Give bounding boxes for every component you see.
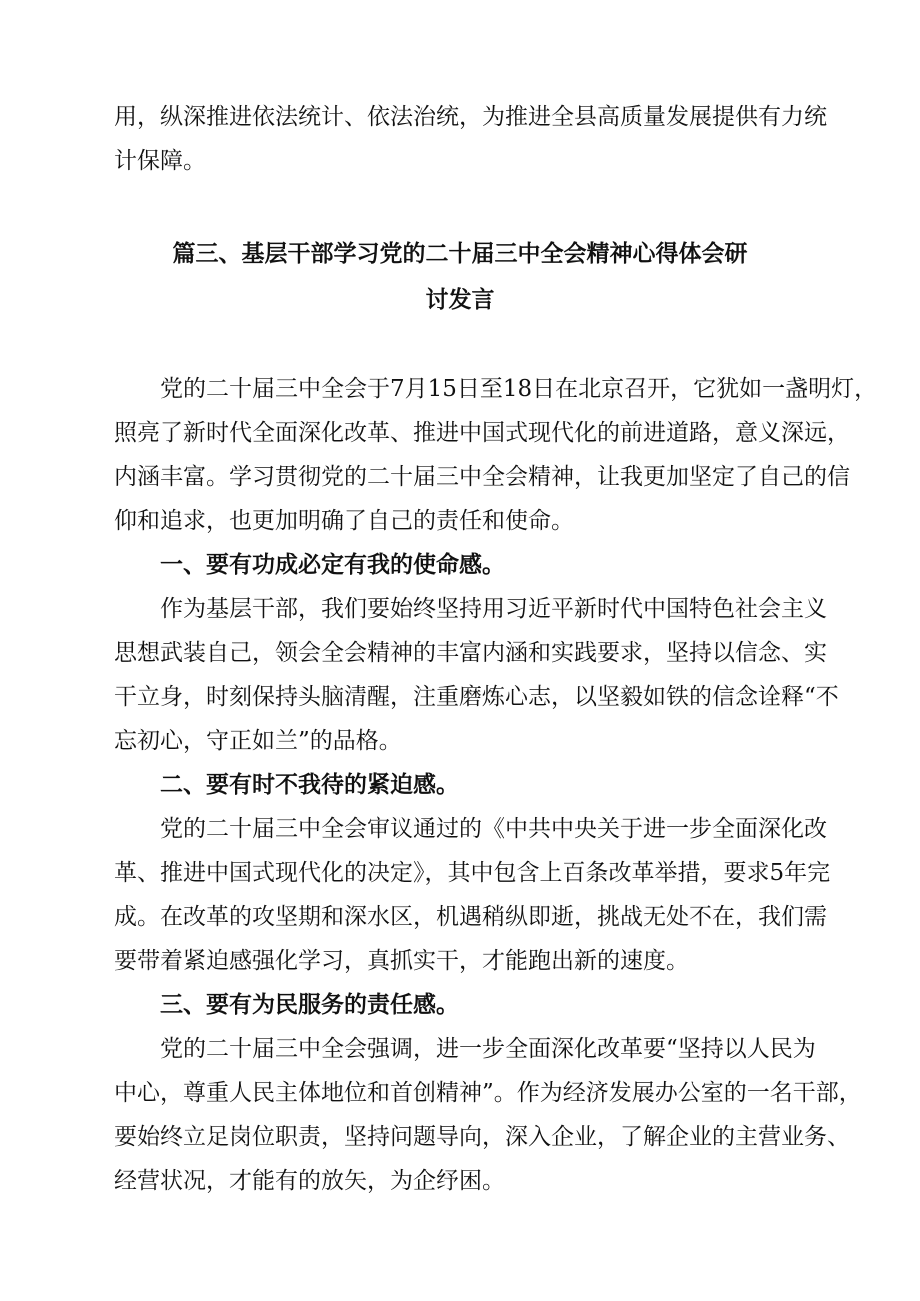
section-title: 讨发言 [425, 286, 495, 313]
paragraph-line: 要始终立足岗位职责，坚持问题导向，深入企业，了解企业的主营业务、 [114, 1124, 850, 1150]
paragraph-line: 用，纵深推进依法统计、依法治统，为推进全县高质量发展提供有力统 [114, 104, 827, 130]
paragraph-line: 要带着紧迫感强化学习，真抓实干，才能跑出新的速度。 [114, 948, 689, 974]
paragraph-line: 思想武装自己，领会全会精神的丰富内涵和实践要求，坚持以信念、实 [114, 640, 827, 666]
paragraph-line: 党的二十届三中全会于7月15日至18日在北京召开，它犹如一盏明灯， [160, 376, 878, 402]
section-title: 篇三、基层干部学习党的二十届三中全会精神心得体会研 [172, 240, 748, 267]
paragraph-line: 经营状况，才能有的放矢，为企纾困。 [114, 1168, 505, 1194]
paragraph-line: 中心，尊重人民主体地位和首创精神”。作为经济发展办公室的一名干部， [114, 1080, 862, 1106]
paragraph-line: 照亮了新时代全面深化改革、推进中国式现代化的前进道路，意义深远， [114, 420, 850, 446]
subheading: 一、要有功成必定有我的使命感。 [160, 551, 505, 578]
paragraph-line: 革、推进中国式现代化的决定》，其中包含上百条改革举措，要求5年完 [114, 860, 831, 886]
subheading: 三、要有为民服务的责任感。 [160, 991, 459, 1018]
paragraph-line: 党的二十届三中全会强调，进一步全面深化改革要“坚持以人民为 [160, 1036, 816, 1062]
paragraph-line: 忘初心，守正如兰”的品格。 [114, 728, 402, 754]
paragraph-line: 计保障。 [114, 148, 206, 174]
paragraph-line: 内涵丰富。学习贯彻党的二十届三中全会精神，让我更加坚定了自己的信 [114, 464, 850, 490]
paragraph-line: 干立身，时刻保持头脑清醒，注重磨炼心志，以坚毅如铁的信念诠释“不 [114, 684, 839, 710]
paragraph-line: 成。在改革的攻坚期和深水区，机遇稍纵即逝，挑战无处不在，我们需 [114, 904, 827, 930]
subheading: 二、要有时不我待的紧迫感。 [160, 771, 459, 798]
paragraph-line: 仰和追求，也更加明确了自己的责任和使命。 [114, 508, 574, 534]
paragraph-line: 党的二十届三中全会审议通过的《中共中央关于进一步全面深化改 [160, 816, 827, 842]
paragraph-line: 作为基层干部，我们要始终坚持用习近平新时代中国特色社会主义 [160, 596, 827, 622]
